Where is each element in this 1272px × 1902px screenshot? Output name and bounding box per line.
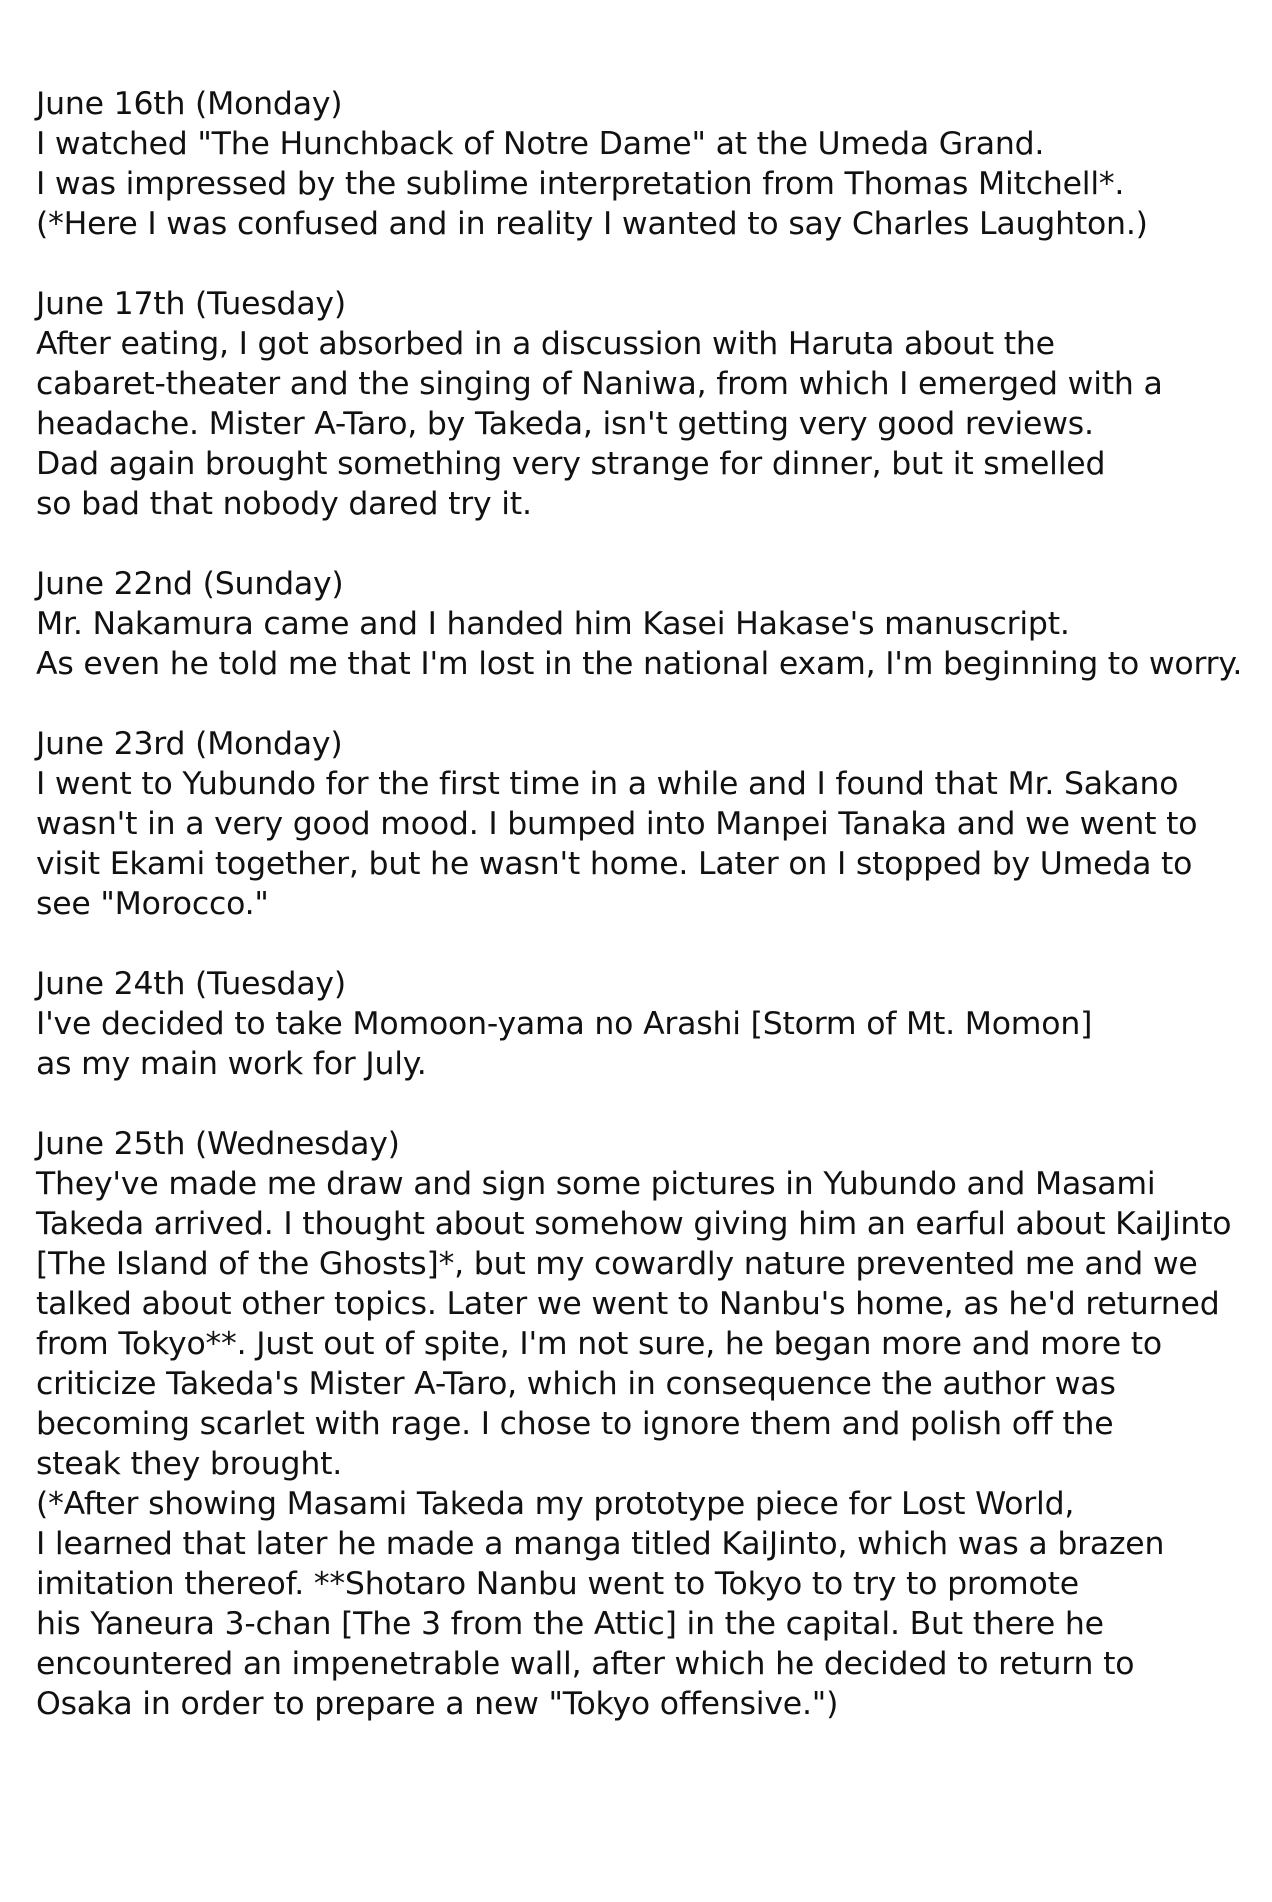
entry-line: (*Here I was confused and in reality I wanted to say Charles Laughton.) xyxy=(36,206,1148,242)
entry-line: Takeda arrived. I thought about somehow giving him an earful about KaiJinto xyxy=(36,1206,1232,1242)
entry-line: Dad again brought something very strange for dinner, but it smelled xyxy=(36,446,1106,482)
entry-line: steak they brought. xyxy=(36,1446,343,1482)
footnote-line: I learned that later he made a manga titled KaiJinto, which was a brazen xyxy=(36,1526,1165,1562)
footnote-line: his Yaneura 3-chan [The 3 from the Attic] in the capital. But there he xyxy=(36,1606,1104,1642)
diary-entry-june-23 xyxy=(36,724,1246,924)
entry-line: After eating, I got absorbed in a discussion with Haruta about the xyxy=(36,326,1055,362)
entry-date: June 16th (Monday) xyxy=(36,86,343,122)
entry-line: As even he told me that I'm lost in the national exam, I'm beginning to worry. xyxy=(36,646,1243,682)
diary-entry-june-17 xyxy=(36,284,1246,524)
entry-line: I've decided to take Momoon-yama no Arashi [Storm of Mt. Momon] xyxy=(36,1006,1093,1042)
entry-line: visit Ekami together, but he wasn't home. Later on I stopped by Umeda to xyxy=(36,846,1193,882)
entry-line: from Tokyo**. Just out of spite, I'm not sure, he began more and more to xyxy=(36,1326,1162,1362)
entry-date: June 17th (Tuesday) xyxy=(36,286,346,322)
entry-line: wasn't in a very good mood. I bumped into Manpei Tanaka and we went to xyxy=(36,806,1198,842)
footnote-line: (*After showing Masami Takeda my prototype piece for Lost World, xyxy=(36,1486,1075,1522)
entry-date: June 23rd (Monday) xyxy=(36,726,343,762)
entry-line: cabaret-theater and the singing of Naniwa, from which I emerged with a xyxy=(36,366,1163,402)
entry-line: talked about other topics. Later we went to Nanbu's home, as he'd returned xyxy=(36,1286,1220,1322)
diary-entry-june-22 xyxy=(36,564,1246,684)
entry-line: so bad that nobody dared try it. xyxy=(36,486,532,522)
footnote-line: imitation thereof. **Shotaro Nanbu went to Tokyo to try to promote xyxy=(36,1566,1079,1602)
diary-entry-june-16 xyxy=(36,84,1246,244)
diary-entry-june-25 xyxy=(36,1124,1246,1724)
entry-line: [The Island of the Ghosts]*, but my cowardly nature prevented me and we xyxy=(36,1246,1198,1282)
entry-line: I watched "The Hunchback of Notre Dame" at the Umeda Grand. xyxy=(36,126,1045,162)
entry-line: I was impressed by the sublime interpretation from Thomas Mitchell*. xyxy=(36,166,1125,202)
footnote-line: Osaka in order to prepare a new "Tokyo offensive.") xyxy=(36,1686,839,1722)
entry-date: June 25th (Wednesday) xyxy=(36,1126,400,1162)
entry-line: becoming scarlet with rage. I chose to ignore them and polish off the xyxy=(36,1406,1114,1442)
entry-line: I went to Yubundo for the first time in a while and I found that Mr. Sakano xyxy=(36,766,1179,802)
entry-line: criticize Takeda's Mister A-Taro, which in consequence the author was xyxy=(36,1366,1116,1402)
footnote-line: encountered an impenetrable wall, after which he decided to return to xyxy=(36,1646,1135,1682)
entry-line: Mr. Nakamura came and I handed him Kasei Hakase's manuscript. xyxy=(36,606,1070,642)
entry-line: as my main work for July. xyxy=(36,1046,427,1082)
entry-line: They've made me draw and sign some pictures in Yubundo and Masami xyxy=(36,1166,1156,1202)
diary-page xyxy=(36,84,1246,1724)
entry-line: see "Morocco." xyxy=(36,886,269,922)
entry-line: headache. Mister A-Taro, by Takeda, isn't getting very good reviews. xyxy=(36,406,1094,442)
entry-date: June 24th (Tuesday) xyxy=(36,966,346,1002)
entry-date: June 22nd (Sunday) xyxy=(36,566,344,602)
diary-entry-june-24 xyxy=(36,964,1246,1084)
